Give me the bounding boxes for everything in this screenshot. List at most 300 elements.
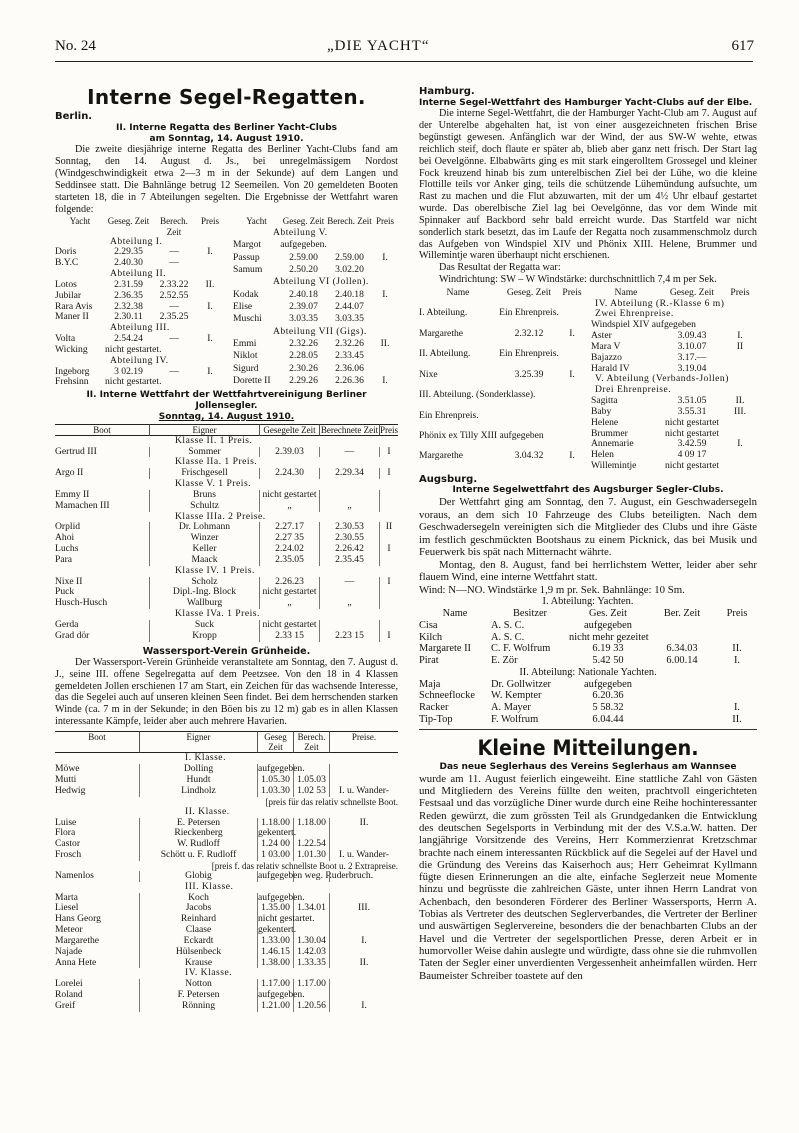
table-cell — [647, 679, 717, 691]
table-cell: Gertrud III — [55, 447, 150, 458]
table-cell: Lorelei — [55, 979, 140, 990]
table-cell: 2.33 15 — [260, 631, 320, 642]
table-cell: Emmy II — [55, 490, 150, 501]
table-section: Klasse IIa. 1 Preis. — [175, 456, 258, 468]
table-cell: Kropp — [150, 631, 260, 642]
table-cell: Willemintje — [591, 460, 637, 472]
table-cell: 2.24.30 — [260, 468, 320, 479]
table-cell: 1.30.04 — [294, 936, 330, 947]
table-cell: 1.24 00 — [258, 839, 294, 850]
results-table-byc — [55, 216, 398, 388]
table-cell — [330, 828, 398, 839]
table-cell: Hans Georg — [55, 914, 140, 925]
table-cell: 2.36.35 — [114, 289, 143, 301]
table-cell: W. Rudloff — [140, 839, 258, 850]
table-cell: Ein Ehrenpreis. — [499, 307, 559, 319]
results-table-hamburg-left — [419, 288, 587, 472]
table-cell: Rönning — [140, 1001, 258, 1012]
table-cell: 2.32.26 — [289, 337, 318, 349]
table-cell: Hedwig — [55, 786, 140, 797]
table-header-cell: Preis — [730, 286, 750, 298]
table-header-cell: Berech. Zeit — [327, 216, 372, 227]
table-cell: 3.10.07 — [677, 340, 707, 352]
table-header-cell: Yacht — [246, 216, 267, 227]
table-cell: 4 09 17 — [677, 449, 707, 461]
table-cell: Margarethe — [419, 450, 464, 462]
table-cell: A. S. C. — [491, 619, 525, 631]
table-cell: Luchs — [55, 544, 150, 555]
table-cell: 2.59.00 — [289, 251, 318, 263]
table-header-cell: Preis — [376, 216, 394, 227]
table-cell: — — [320, 577, 380, 588]
table-cell: Flora — [55, 828, 140, 839]
table-cell: Sigurd — [233, 362, 259, 374]
table-cell: III. — [734, 405, 746, 417]
table-cell: E. Petersen — [140, 818, 258, 829]
table-section: Klasse V. 1 Preis. — [175, 478, 252, 490]
table-cell — [380, 501, 398, 512]
table-cell: aufgegeben. — [280, 239, 327, 251]
table-cell: 2.23 15 — [320, 631, 380, 642]
table-cell: Mutti — [55, 775, 140, 786]
table-cell: II. — [359, 816, 369, 828]
table-section: Zwei Ehrenpreise. — [595, 308, 674, 320]
table-cell: „ — [320, 598, 380, 609]
table-cell — [372, 351, 398, 363]
table-cell: II. — [732, 713, 742, 725]
regatta-title-augsburg: Interne Segelwettfahrt des Augsburger Segler-Clubs. — [452, 485, 724, 496]
regatta-title-jollen: II. Interne Wettfahrt der Wettfahrtvereinigung Berliner Jollensegler. — [86, 390, 367, 412]
table-cell: aufgegeben — [584, 678, 632, 690]
table-cell: 1.35.00 — [258, 903, 294, 914]
results-table-hamburg — [419, 288, 757, 472]
issue-number: No. 24 — [55, 38, 96, 54]
table-cell: 2.54.24 — [114, 333, 143, 345]
table-cell: Puck — [55, 587, 150, 598]
table-cell: Maner II — [55, 311, 89, 323]
table-cell: Margarethe — [419, 327, 464, 339]
table-cell: „ — [260, 598, 320, 609]
table-cell — [330, 947, 398, 958]
table-cell: I. — [207, 246, 213, 258]
table-cell: Argo II — [55, 468, 150, 479]
table-cell: II. — [205, 278, 215, 290]
table-cell — [152, 377, 196, 388]
table-cell — [294, 871, 330, 882]
table-cell: Schött u. F. Rudloff — [140, 850, 258, 861]
table-header-cell: Preise. — [330, 731, 398, 753]
section-divider — [419, 729, 757, 730]
table-cell: 2.33.45 — [335, 350, 364, 362]
table-cell: Sommer — [150, 447, 260, 458]
news-text: wurde am 11. August feierlich eingeweiht. Eine stattliche Zahl von Gästen und Mitgliedern des Vereins füllte den weiten, prachtvoll eingerichteten Festsaal und das vorzügliche Diner wurde durch eine Reihe hochinteressanter Reden gewürzt, die zum grössten Teil als Grundgedanken die Entwicklung des deutschen Segelsports in Verbindung mit der des V.S.a.W. hatten. Der langjährige Vorsitzende des Vereins, Herr Kommerzienrat Kretzschmar brachte nach einem interessanten Rückblick auf die Segelei auf der Havel und die Gründung des Vereins das Kaiserhoch aus; Herr Geheimrat Kyllmann fügte diesen Erinnerungen an die alte, einfache Seglerzeit neue Momente hinzu und begrüsste die zahlreichen Gäste, unter ihnen Herrn Landrat von Achenbach, den besonderen Förderer des Berliner Wassersports, Herrn A. Tobias als Vertreter des deutschen Seglerverbandes, die Vertreter der Berliner und auswärtigen Seglervereine, besonders die der benachbarten Clubs an der Havel und die Vertreter der segelsportlichen Presse, deren Arbeit er in humorvoller Weise dahin auslegte und würdigte, dass ohne sie die ruhmvollen Taten der Segler einer unverdienten Vergessenheit anheimfallen würden. Herr Baumeister Schreiber toastete auf den — [419, 772, 757, 982]
table-cell: W. Kempter — [491, 690, 542, 702]
regatta-date-jollen: Sonntag, 14. August 1910. — [158, 411, 295, 422]
table-header-cell: Berechnete Zeit — [320, 424, 379, 435]
table-cell: Krause — [140, 958, 258, 969]
table-cell — [196, 377, 224, 388]
table-cell: Wicking — [55, 343, 88, 355]
city-heading-berlin: Berlin. — [55, 111, 93, 123]
table-note: [preis für das relativ schnellste Boot. — [265, 796, 398, 807]
news-title: Kleine Mitteilungen. — [477, 735, 699, 760]
table-cell: I. u. Wander- — [338, 784, 389, 796]
table-cell: 6.00.14 — [666, 655, 698, 667]
table-cell — [380, 587, 398, 598]
table-cell: I. — [361, 999, 367, 1011]
table-cell: 2.33.22 — [159, 278, 189, 290]
table-cell: 2.29.26 — [289, 374, 318, 386]
table-cell: Frosch — [55, 850, 140, 861]
table-cell — [561, 431, 583, 451]
table-cell: III. — [358, 902, 370, 914]
table-cell: I. — [737, 330, 743, 342]
table-cell — [717, 632, 757, 644]
table-cell: 2.40.30 — [114, 257, 143, 269]
table-cell: 2.32.38 — [114, 300, 143, 312]
table-cell — [330, 871, 398, 882]
regatta-result-label: Das Resultat der Regatta war: — [439, 262, 561, 274]
table-cell: Annemarie — [591, 438, 634, 450]
table-cell — [723, 461, 757, 472]
table-cell: aufgegeben. — [258, 989, 305, 1001]
table-cell: Sagitta — [591, 395, 618, 407]
table-section: I. Abteilung: Yachten. — [542, 596, 634, 608]
table-cell: Möwe — [55, 764, 140, 775]
table-cell: Ingeborg — [55, 365, 90, 377]
table-cell: 2.26.23 — [260, 577, 320, 588]
table-cell: F. Wolfrum — [491, 713, 539, 725]
regatta-text-byc: Die zweite diesjährige interne Regatta des Berliner Yacht-Clubs fand am Sonntag, den 14. August d. Js., bei unregelmässigem Nordost (Windgeschwindigkeit etwa 2—3 m in der Sekunde) auf dem Langen und Seddinsee statt. Die Bahnlänge betrug 12 Seemeilen. Von 20 gemeldeten Booten starteten 18, die in 7 Abteilungen segelten. Die Ergebnisse der Wettfahrt waren folgende: — [55, 144, 398, 215]
table-cell: A. S. C. — [491, 631, 525, 643]
table-cell: Eckardt — [140, 936, 258, 947]
table-cell — [327, 240, 372, 252]
table-cell: I. — [737, 438, 743, 450]
table-cell: 2.35.25 — [159, 311, 189, 323]
table-cell — [647, 702, 717, 714]
table-section: Klasse IV. 1 Preis. — [175, 564, 255, 576]
table-cell: aufgegeben. — [258, 763, 305, 775]
table-cell: 1.20.56 — [294, 1001, 330, 1012]
table-cell: Dr. Gollwitzer — [491, 678, 552, 690]
table-cell: I. u. Wander- — [338, 848, 389, 860]
table-section: Klasse IVa. 1 Preis. — [175, 608, 260, 620]
table-cell: I. Abteilung. — [419, 307, 468, 319]
table-cell: Margarete II — [419, 643, 472, 655]
table-cell — [647, 690, 717, 702]
table-cell: — — [169, 365, 179, 377]
table-section: Abteilung II. — [110, 268, 167, 280]
table-cell: Elise — [233, 300, 253, 312]
table-cell: 2.32.12 — [514, 327, 544, 339]
table-cell: I. — [733, 655, 741, 667]
regatta-text-gruenheide: Der Wassersport-Verein Grünheide veranstaltete am Sonntag, den 7. August d. J., seine III. offene Segelregatta auf dem Peetzsee. Von den 18 in 4 Klassen gemeldeten Jollen erschienen 17 am Start, ein Zeichen für das wachsende Interesse, das die Segelei auch auf unseren kleinen Seen findet. Bei dem herrschenden starken Winde (ca. 7 m in der Sekunde; in den Böen bis zu 12 m) gab es in allen Klassen interessante Kämpfe, leider aber auch mehrere Havarien. — [55, 656, 398, 728]
table-cell: 1.18.00 — [294, 818, 330, 829]
table-cell: Anna Hete — [55, 958, 140, 969]
table-header-cell: Boot — [55, 424, 150, 436]
table-cell: 3.51.05 — [677, 395, 707, 407]
results-table-jollen — [55, 424, 398, 642]
table-cell — [330, 914, 398, 925]
page-header — [55, 38, 754, 60]
table-cell: Dipl.-Ing. Block — [150, 587, 260, 598]
table-cell: 1 03.00 — [258, 850, 294, 861]
table-cell: 1.38.00 — [258, 958, 294, 969]
table-cell: Hülsenbeck — [140, 947, 258, 958]
right-column — [419, 86, 757, 982]
table-cell: Phönix ex Tilly XIII aufgegeben — [419, 429, 544, 441]
table-cell: Maja — [419, 678, 441, 690]
table-cell — [196, 312, 224, 323]
table-cell: 2.39.07 — [289, 300, 318, 312]
table-cell: A. Mayer — [491, 702, 531, 714]
table-cell: Claase — [140, 925, 258, 936]
table-section: II. Abteilung: Nationale Yachten. — [519, 666, 657, 678]
table-cell: 1.18.00 — [258, 818, 294, 829]
table-cell: Schneeflocke — [419, 690, 475, 702]
results-table-gruenheide — [55, 731, 398, 1012]
table-cell: 2.30.11 — [114, 311, 143, 323]
table-cell: Tip-Top — [419, 713, 453, 725]
results-table-augsburg — [419, 596, 757, 725]
magazine-title: „DIE YACHT“ — [327, 38, 430, 54]
table-cell: I. — [207, 333, 213, 345]
table-cell: Baby — [591, 405, 612, 417]
table-cell: 2.24.02 — [260, 544, 320, 555]
table-cell: 2.59.00 — [335, 251, 364, 263]
table-cell: Scholz — [150, 577, 260, 588]
table-cell: nicht gestartet — [260, 620, 320, 631]
table-cell: „ — [320, 501, 380, 512]
table-section: Abteilung VII (Gigs). — [273, 325, 367, 337]
table-cell: Emmi — [233, 337, 257, 349]
table-header-cell: Geseg. Zeit — [282, 216, 325, 227]
table-cell: 6.19 33 — [592, 643, 624, 655]
table-section: IV. Abteilung (R.-Klasse 6 m) — [595, 297, 725, 309]
table-cell: Para — [55, 555, 150, 566]
table-header-cell: Preis — [726, 608, 748, 620]
table-cell — [380, 555, 398, 566]
table-cell: gekentert. — [258, 924, 297, 936]
table-cell — [196, 345, 224, 356]
table-header-cell: Eigner — [140, 731, 258, 753]
table-cell: Pirat — [419, 655, 439, 667]
table-cell — [497, 390, 561, 410]
table-cell: „ — [260, 501, 320, 512]
table-cell: I. — [569, 450, 575, 462]
table-cell: I — [387, 629, 391, 641]
table-cell: Frischgesell — [150, 468, 260, 479]
table-cell: Dolling — [140, 764, 258, 775]
table-cell: Reinhard — [140, 914, 258, 925]
table-section: II. Klasse. — [185, 805, 230, 817]
table-cell: 1.22.54 — [294, 839, 330, 850]
table-cell: 2.32.26 — [335, 337, 364, 349]
table-cell: Marta — [55, 893, 140, 904]
table-header-cell: Ges. Zeit — [588, 608, 628, 620]
table-cell — [723, 450, 757, 461]
table-cell: Helen — [591, 449, 614, 461]
table-cell: Rieckenberg — [140, 828, 258, 839]
table-cell: 2.27.17 — [260, 522, 320, 533]
table-header-cell: Name — [614, 286, 638, 298]
table-cell — [372, 314, 398, 326]
table-cell: 2.39.03 — [260, 447, 320, 458]
table-cell: 2.31.59 — [114, 278, 143, 290]
table-cell — [647, 632, 717, 644]
table-cell — [330, 979, 398, 990]
table-cell: 3.03.35 — [335, 313, 364, 325]
table-cell — [497, 411, 561, 431]
table-cell: 2.26.36 — [335, 374, 364, 386]
table-cell: Meteor — [55, 925, 140, 936]
table-cell: 3.25.39 — [514, 368, 544, 380]
table-cell — [723, 418, 757, 429]
table-cell: 2.28.05 — [289, 350, 318, 362]
table-cell: Namenlos — [55, 871, 140, 882]
table-section: IV. Klasse. — [185, 967, 233, 979]
table-cell: Passup — [233, 251, 260, 263]
table-cell: 2.52.55 — [159, 289, 189, 301]
table-cell: I. — [569, 327, 575, 339]
table-cell: 3.17.— — [677, 351, 707, 363]
table-cell: 2.35.45 — [320, 555, 380, 566]
table-cell: — — [169, 257, 179, 269]
table-cell: — — [169, 333, 179, 345]
table-cell: Bajazzo — [591, 351, 622, 363]
table-cell — [561, 308, 583, 328]
regatta-title-byc: II. Interne Regatta des Berliner Yacht-Clubs — [116, 122, 337, 133]
table-cell: Dr. Lohmann — [150, 522, 260, 533]
table-cell: 1.01.30 — [294, 850, 330, 861]
table-cell: Dorette II — [233, 374, 271, 386]
table-cell: I. — [569, 368, 575, 380]
table-cell: 3.55.31 — [677, 405, 707, 417]
table-cell — [647, 620, 717, 632]
table-cell: Roland — [55, 990, 140, 1001]
table-cell: 1.05.03 — [294, 775, 330, 786]
table-cell: Harald IV — [591, 362, 630, 374]
table-cell: Suck — [150, 620, 260, 631]
table-cell: 2.40.18 — [335, 288, 364, 300]
table-cell: Kilch — [419, 631, 443, 643]
table-cell: Margarethe — [55, 936, 140, 947]
table-cell — [372, 265, 398, 277]
table-cell: Maack — [150, 555, 260, 566]
table-cell — [647, 714, 717, 726]
table-cell: 1.42.03 — [294, 947, 330, 958]
table-cell: I — [387, 575, 391, 587]
table-cell: Muschi — [233, 313, 262, 325]
table-cell: I. — [207, 365, 213, 377]
table-header-cell: Besitzer — [512, 608, 548, 620]
table-cell: 5.42 50 — [592, 655, 624, 667]
table-cell: Bruns — [150, 490, 260, 501]
table-cell: 2.30.53 — [320, 522, 380, 533]
regatta-title-hamburg: Interne Segel-Wettfahrt des Hamburger Yacht-Clubs auf der Elbe. — [419, 97, 753, 108]
table-cell — [717, 620, 757, 632]
table-cell: 1.05.30 — [258, 775, 294, 786]
table-header-cell: Ber. Zeit — [663, 608, 701, 620]
table-cell — [380, 598, 398, 609]
table-cell: 6.34.03 — [666, 643, 698, 655]
page-number: 617 — [731, 38, 754, 54]
table-cell: 2.50.20 — [289, 263, 318, 275]
table-cell: Husch-Husch — [55, 598, 150, 609]
table-cell — [372, 302, 398, 314]
left-column — [55, 86, 398, 1012]
table-cell: Cisa — [419, 619, 438, 631]
table-cell — [196, 291, 224, 302]
table-section: Abteilung I. — [110, 235, 163, 247]
table-cell: Nixe — [419, 368, 438, 380]
table-section: Abteilung III. — [110, 322, 170, 334]
table-cell: 5 58.32 — [592, 702, 624, 714]
table-cell: I. — [382, 288, 388, 300]
regatta-text-augsburg-2: Montag, den 8. August, fand bei herrlichstem Wetter, leider aber sehr flauem Wind, eine interne Wettfahrt statt. — [419, 558, 757, 584]
table-cell: 3.03.35 — [289, 313, 318, 325]
table-cell: aufgegeben — [584, 619, 632, 631]
table-cell: Hundt — [140, 775, 258, 786]
table-header-cell: Preis — [380, 424, 398, 435]
table-cell: Orplid — [55, 522, 150, 533]
table-cell: I — [387, 467, 391, 479]
table-cell: Schultz — [150, 501, 260, 512]
table-cell: 2.30.55 — [320, 533, 380, 544]
table-cell: — — [169, 246, 179, 258]
table-cell: 2.36.06 — [335, 362, 364, 374]
table-cell: Volta — [55, 333, 76, 345]
table-section: Klasse II. 1 Preis. — [175, 434, 253, 446]
table-header-cell: Berech. Zeit — [160, 216, 188, 237]
table-cell: II — [385, 521, 393, 533]
table-cell — [561, 390, 583, 410]
table-cell: 2.44.07 — [335, 300, 364, 312]
table-header-cell: Eigner — [150, 424, 260, 436]
table-cell: Windspiel XIV aufgegeben — [591, 319, 696, 331]
table-section: I. Klasse. — [185, 752, 226, 764]
table-cell: I — [387, 543, 391, 555]
table-cell: I. — [207, 300, 213, 312]
table-cell: II. Abteilung. — [419, 348, 471, 360]
table-cell: Kodak — [233, 288, 259, 300]
table-header-cell: Boot — [55, 731, 140, 753]
table-cell: 1.33.35 — [294, 958, 330, 969]
table-cell — [497, 431, 561, 451]
table-header-cell: Name — [442, 608, 468, 620]
table-cell: Liesel — [55, 903, 140, 914]
results-table-hamburg-right — [591, 288, 757, 472]
table-cell: 2.40.18 — [289, 288, 318, 300]
table-cell: 6.04.44 — [592, 713, 624, 725]
table-section: Abteilung VI (Jollen). — [273, 276, 369, 288]
table-section: Klasse IIIa. 2 Preise. — [175, 510, 266, 522]
table-cell: Castor — [55, 839, 140, 850]
table-cell: Aster — [591, 330, 612, 342]
table-cell: C. F. Wolfrum — [491, 643, 551, 655]
table-cell: — — [169, 300, 179, 312]
table-cell: 2.29.35 — [114, 246, 143, 258]
table-cell: aufgegeben weg. Ruderbruch. — [258, 869, 374, 881]
table-cell: 2.30.26 — [289, 362, 318, 374]
table-cell: Samum — [233, 263, 263, 275]
table-cell: Frehsinn — [55, 376, 89, 388]
table-cell: Notton — [140, 979, 258, 990]
table-cell: 3.19.04 — [677, 362, 707, 374]
table-header-cell: Preis — [201, 216, 219, 227]
table-section: Drei Ehrenpreise. — [595, 384, 672, 396]
table-cell: 2.29.34 — [320, 468, 380, 479]
